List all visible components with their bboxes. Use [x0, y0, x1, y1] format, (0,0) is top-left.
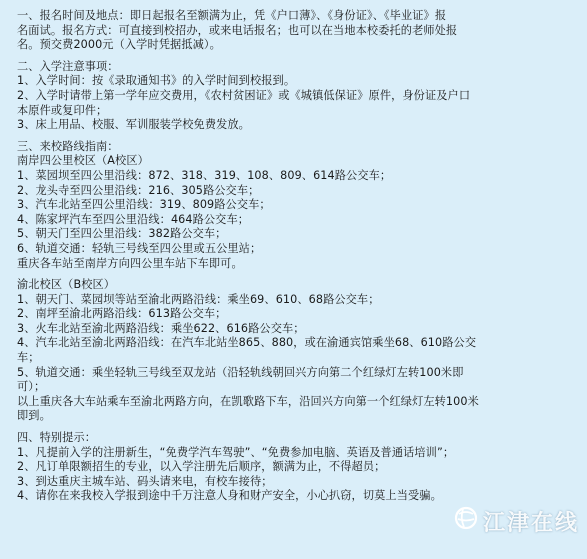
text-line: 1、入学时间：按《录取通知书》的入学时间到校报到。: [17, 74, 296, 88]
section-route-campus-b: [17, 278, 577, 424]
text-line: 2、凡订单限额招生的专业，以入学注册先后顺序，额满为止，不得超员；: [17, 460, 386, 474]
text-line: 4、汽车北站至渝北两路沿线：在汽车北站坐865、880，或在渝通宾馆乘坐68、610路公交: [17, 336, 477, 350]
watermark-text: 江津在线: [482, 510, 579, 536]
section-heading: 二、入学注意事项：: [17, 59, 119, 73]
text-line: 1、凡提前入学的注册新生，“免费学汽车驾驶”、“免费参加电脑、英语及普通话培训”；: [17, 445, 455, 459]
section-special-tips: [17, 431, 577, 504]
text-line: 6、轨道交通：轻轨三号线至四公里或五公里站；: [17, 241, 262, 255]
text-line: 可）；: [17, 380, 46, 394]
campus-name: 渝北校区（B校区）: [17, 278, 116, 292]
section-registration: [17, 9, 577, 53]
text-line: 2、入学时请带上第一学年应交费用，《农村贫困证》或《城镇低保证》原件，身份证及户口: [17, 88, 471, 102]
text-line: 一、报名时间及地点：即日起报名至额满为止，凭《户口薄》、《身份证》、《毕业证》报: [17, 9, 447, 22]
text-line: 即到。: [17, 409, 51, 423]
text-line: 5、轨道交通：乘坐轻轨三号线至双龙站（沿轻轨线朝回兴方向第二个红绿灯左转100米即: [17, 365, 464, 379]
text-line: 名。预交费2000元（入学时凭据抵减）。: [17, 38, 221, 52]
section-heading: 四、特别提示：: [17, 431, 97, 445]
text-line: 1、朝天门、菜园坝等站至渝北两路沿线：乘坐69、610、68路公交车；: [17, 292, 380, 306]
campus-name: 南岸四公里校区（A校区）: [17, 154, 149, 168]
text-line: 2、龙头寺至四公里沿线：216、305路公交车；: [17, 183, 260, 197]
text-line: 5、朝天门至四公里沿线：382路公交车；: [17, 227, 227, 241]
text-line: 名面试。报名方式：可直接到校招办，或来电话报名；也可以在当地本校委托的老师处报: [17, 23, 458, 37]
text-line: 2、南坪至渝北两路沿线：613路公交车；: [17, 307, 227, 321]
section-gap: [17, 424, 577, 431]
text-line: 3、到达重庆主城车站、码头请来电，有校车接待；: [17, 474, 273, 488]
text-line: 重庆各车站至南岸方向四公里车站下车即可。: [17, 256, 243, 270]
section-gap: [17, 133, 577, 140]
text-line: 3、汽车北站至四公里沿线：319、809路公交车；: [17, 198, 271, 212]
section-enrollment-notes: [17, 60, 577, 133]
text-line: 车；: [17, 351, 40, 365]
text-line: 1、菜园坝至四公里沿线：872、318、319、108、809、614路公交车；: [17, 168, 392, 182]
text-line: 4、请你在来我校入学报到途中千万注意人身和财产安全，小心扒窃，切莫上当受骗。: [17, 489, 442, 503]
section-heading: 三、来校路线指南：: [17, 139, 119, 153]
section-route-campus-a: [17, 140, 577, 271]
text-line: 本原件或复印件；: [17, 103, 108, 117]
section-gap: [17, 271, 577, 278]
text-line: 3、火车北站至渝北两路沿线：乘坐622、616路公交车；: [17, 321, 305, 335]
section-gap: [17, 53, 577, 60]
text-line: 4、陈家坪汽车至四公里沿线：464路公交车；: [17, 212, 250, 226]
text-line: 3、床上用品、校服、军训服装学校免费发放。: [17, 118, 250, 132]
text-line: 以上重庆各大车站乘车至渝北两路方向，在凯歌路下车，沿回兴方向第一个红绿灯左转100米: [17, 394, 479, 408]
